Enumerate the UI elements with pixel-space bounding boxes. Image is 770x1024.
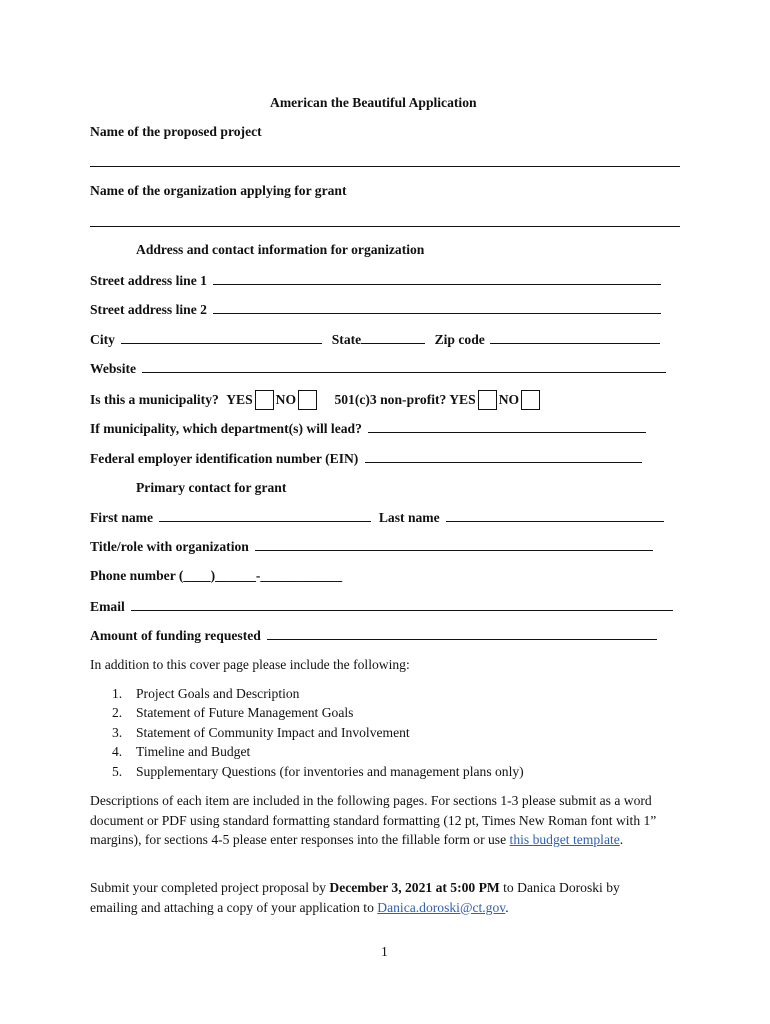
organization-label: Name of the organization applying for grant xyxy=(90,183,347,198)
city-state-zip-row xyxy=(90,331,660,348)
municipality-no-checkbox[interactable] xyxy=(298,390,317,410)
zip-field[interactable] xyxy=(490,331,660,344)
title-role-row xyxy=(90,538,653,555)
website-row xyxy=(90,360,666,377)
municipality-row xyxy=(90,390,542,410)
street2-label: Street address line 2 xyxy=(90,302,207,317)
list-item: 1. Project Goals and Description xyxy=(112,686,300,701)
last-name-label: Last name xyxy=(378,510,440,525)
submit-paragraph: Submit your completed project proposal by December 3, 2021 at 5:00 PM to Danica Doroski by emailing and attaching a copy of your application to Danica.doroski@ct.gov. xyxy=(90,880,620,915)
title-role-field[interactable] xyxy=(255,538,653,551)
funding-label: Amount of funding requested xyxy=(90,628,261,643)
first-name-field[interactable] xyxy=(159,509,371,522)
include-list xyxy=(112,684,524,781)
department-row xyxy=(90,420,646,437)
department-field[interactable] xyxy=(368,420,646,433)
street1-row xyxy=(90,272,661,289)
name-row xyxy=(90,509,664,526)
project-name-field[interactable] xyxy=(90,166,680,167)
municipality-yes-label: YES xyxy=(226,392,253,407)
department-label: If municipality, which department(s) will lead? xyxy=(90,421,362,436)
submit-email-link[interactable]: Danica.doroski@ct.gov xyxy=(377,899,506,915)
website-field[interactable] xyxy=(142,360,666,373)
budget-template-link[interactable]: this budget template xyxy=(509,832,620,848)
street1-label: Street address line 1 xyxy=(90,273,207,288)
state-label: State xyxy=(331,332,362,347)
email-label: Email xyxy=(90,599,125,614)
page-number: 1 xyxy=(381,944,388,959)
municipality-yes-checkbox[interactable] xyxy=(255,390,274,410)
address-heading: Address and contact information for organization xyxy=(136,242,425,257)
phone-row[interactable]: Phone number (____)______-____________ xyxy=(90,568,342,583)
last-name-field[interactable] xyxy=(446,509,664,522)
first-name-label: First name xyxy=(90,510,154,525)
email-field[interactable] xyxy=(131,598,673,611)
primary-contact-heading: Primary contact for grant xyxy=(136,480,287,495)
organization-field[interactable] xyxy=(90,226,680,227)
list-item: 3. Statement of Community Impact and Involvement xyxy=(112,724,410,740)
website-label: Website xyxy=(90,361,137,376)
city-label: City xyxy=(90,332,115,347)
ein-field[interactable] xyxy=(365,450,642,463)
submit-deadline: December 3, 2021 at 5:00 PM xyxy=(329,880,500,895)
funding-field[interactable] xyxy=(267,627,657,640)
nonprofit-no-label: NO xyxy=(498,392,520,407)
include-intro: In addition to this cover page please include the following: xyxy=(90,657,410,672)
list-item: 2. Statement of Future Management Goals xyxy=(112,705,354,721)
zip-label: Zip code xyxy=(434,332,485,347)
funding-row xyxy=(90,627,657,644)
nonprofit-yes-checkbox[interactable] xyxy=(478,390,497,410)
street1-field[interactable] xyxy=(213,272,661,285)
email-row xyxy=(90,598,673,615)
street2-row xyxy=(90,301,661,318)
municipality-question: Is this a municipality? xyxy=(90,392,219,407)
list-item: 4. Timeline and Budget xyxy=(112,744,251,760)
list-item: 5. Supplementary Questions (for inventories and management plans only) xyxy=(112,763,524,779)
page-title: American the Beautiful Application xyxy=(270,95,477,110)
project-name-label: Name of the proposed project xyxy=(90,124,262,139)
title-role-label: Title/role with organization xyxy=(90,539,249,554)
descriptions-paragraph: Descriptions of each item are included in the following pages. For sections 1-3 please submit as a word document or PDF using standard formatting standard formatting (12 pt, Times New Roman font with 1” margins), for sections 4-5 please enter responses into the fillable form or use this budget template. xyxy=(90,793,657,848)
state-field[interactable] xyxy=(361,331,425,344)
nonprofit-no-checkbox[interactable] xyxy=(521,390,540,410)
nonprofit-question: 501(c)3 non-profit? YES xyxy=(334,392,476,407)
city-field[interactable] xyxy=(121,331,322,344)
municipality-no-label: NO xyxy=(275,392,297,407)
ein-row xyxy=(90,450,642,467)
ein-label: Federal employer identification number (EIN) xyxy=(90,451,359,466)
street2-field[interactable] xyxy=(213,301,661,314)
